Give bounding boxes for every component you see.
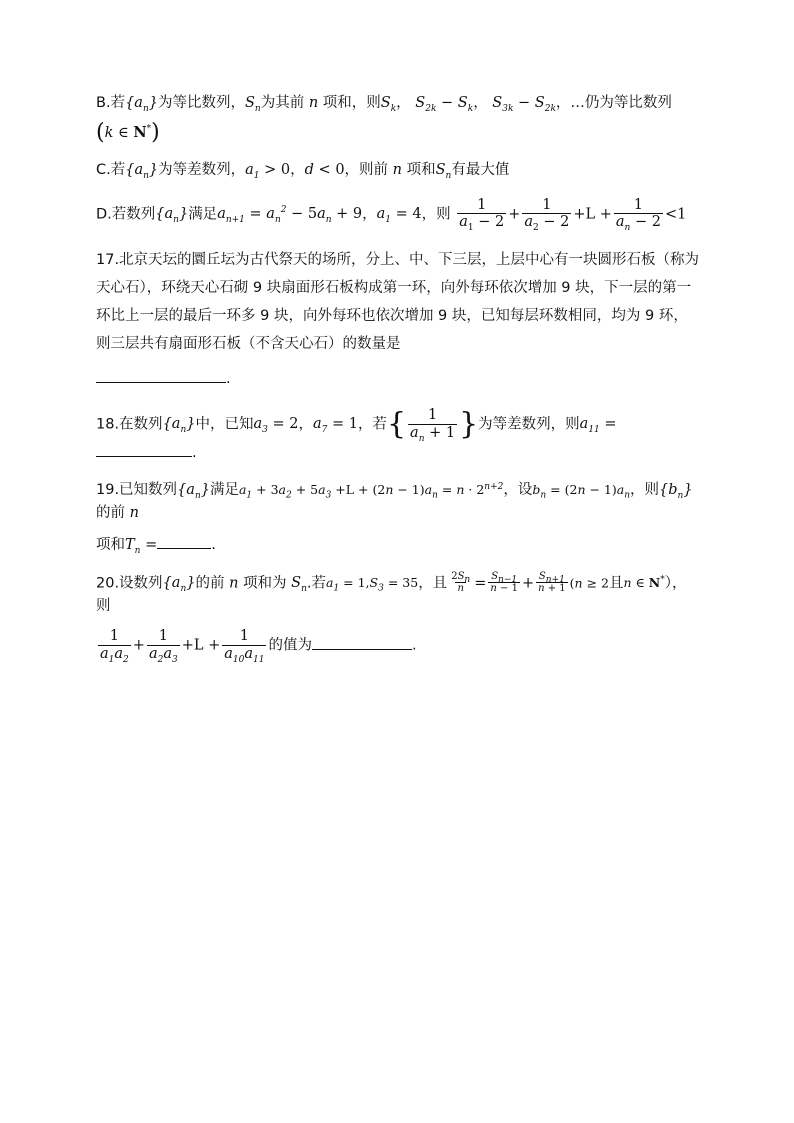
- option-b: B.若$\{a_n\}$为等比数列，$S_n$为其前 n 项和，则$S_k$， $S_{2k} - S_k$， $S_{3k} - S_{2k}$，…仍为等比数列 (k ∈ N*): [96, 95, 672, 146]
- fraction: $\frac{1}{a_2 - 2}$: [524, 196, 570, 234]
- fraction: $\frac{S_{n+1}}{n + 1}$: [538, 570, 566, 595]
- fraction: $\frac{1}{a_1 - 2}$: [459, 196, 505, 234]
- answer-blank[interactable]: [312, 637, 412, 650]
- fraction: $\frac{2S_n}{n}$: [451, 570, 471, 595]
- answer-blank[interactable]: [96, 370, 226, 383]
- answer-blank[interactable]: [96, 444, 192, 457]
- fraction: $\frac{1}{a_n - 2}$: [615, 196, 661, 234]
- option-c-label: C.若: [96, 162, 126, 179]
- option-b-label: B.若: [96, 95, 126, 111]
- fraction: $\frac{1}{a_1a_2}$: [100, 628, 129, 666]
- option-c: C.若$\{a_n\}$为等差数列，$a_1 > 0$，d < 0，则前 n 项和$S_n$有最大值: [96, 162, 510, 182]
- option-d: D.若数列$\{a_n\}$满足$a_{n+1} = a_n^2 - 5a_n + 9$，$a_1 = 4$，则 $\frac{1}{a_1 - 2}$ + $\frac{1}{a_2 - 2}$ +L + $\frac{1}{a_n - 2}$ <1: [96, 196, 687, 234]
- fraction: $\frac{S_{n-1}}{n - 1}$: [490, 570, 518, 595]
- math-k-in-n: k ∈ N*: [104, 124, 152, 142]
- question-17-text: 17.北京天坛的圜丘坛为古代祭天的场所，分上、中、下三层，上层中心有一块圆形石板（称为天心石），环绕天心石砌 9 块扇面形石板构成第一环，向外每环依次增加 9 块，下一层的第一环比上一层的最后一环多 9 块，向外每环也依次增加 9 块，已知每层环数相同，均为 9 环，则三层共有扇面形石板（不含天心石）的数量是: [96, 251, 700, 353]
- question-20-label: 20.设数列: [96, 575, 163, 592]
- math-seq-an: $\{a_n\}$: [125, 95, 158, 114]
- answer-blank[interactable]: [157, 536, 211, 549]
- question-18: 18.在数列$\{a_n\}$中，已知$a_3 = 2$，$a_7 = 1$，若{ $\frac{1}{a_n + 1}$ }为等差数列，则$a_{11}$ =.: [96, 406, 617, 462]
- question-19-label: 19.已知数列: [96, 482, 178, 499]
- question-17: 17.北京天坛的圜丘坛为古代祭天的场所，分上、中、下三层，上层中心有一块圆形石板（称为天心石），环绕天心石砌 9 块扇面形石板构成第一环，向外每环依次增加 9 块，下一层的第一环比上一层的最后一环多 9 块，向外每环也依次增加 9 块，已知每层环数相同，均为 9 环，则三层共有扇面形石板（不含天心石）的数量是 .: [96, 251, 700, 387]
- document-page: [96, 92, 700, 678]
- fraction: $\frac{1}{a_{10}a_{11}}$: [224, 628, 265, 666]
- math-recurrence: $a_{n+1} = a_n^2 - 5a_n + 9$: [217, 205, 363, 225]
- question-19: 19.已知数列$\{a_n\}$满足$a_1 + 3a_2 + 5a_3 +L + (2n - 1)a_n = n \cdot 2^{n+2}$，设$b_n = (2n - 1)a_n$，则$\{b_n\}$的前 n 项和$T_n$ = .: [96, 482, 693, 556]
- fraction: $\frac{1}{a_n + 1}$: [410, 406, 456, 444]
- question-20: 20.设数列$\{a_n\}$的前 n 项和为 $S_n$.若$a_1 = 1,S_3 = 35$，且 $\frac{2S_n}{n}$ = $\frac{S_{n-1}}{n - 1}$ + $\frac{S_{n+1}}{n + 1}$ (n ≥ 2且n ∈ N*），则 $\frac{1}{a_1a_2}$ + $\frac{1}{a_2a_3}$ +L + $\frac{1}{a_{10}a_{11}}$ 的值为 .: [96, 570, 687, 666]
- question-18-label: 18.在数列: [96, 416, 163, 433]
- fraction: $\frac{1}{a_2a_3}$: [148, 628, 178, 666]
- option-d-label: D.若数列: [96, 206, 156, 223]
